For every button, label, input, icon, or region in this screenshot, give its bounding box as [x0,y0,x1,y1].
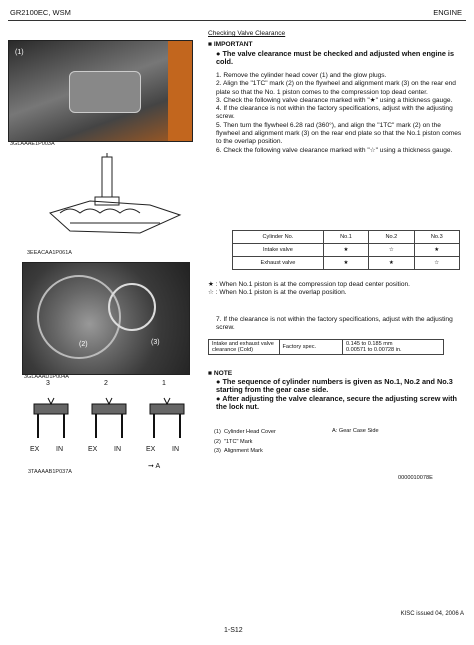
page-number: 1-S12 [224,627,243,634]
figure-highlight-circle [108,283,156,331]
bullet-icon: ● [216,49,221,58]
spec-values [342,340,443,355]
legend-filled-star: ★ : When No.1 piston is at the compression top dead center position. [208,281,411,288]
cylinder-label-2: 2 [104,380,108,387]
table-cell: ☆ [369,244,414,257]
arrow-right-icon: ➞ [148,463,154,470]
cylinder-label-1: 1 [162,380,166,387]
figure-engine-head-photo [8,40,193,142]
table-cell: ☆ [414,257,459,270]
table-row [233,257,460,270]
step-list [208,72,466,155]
table-header: No.1 [323,231,368,244]
bullet-icon: ● [216,377,221,386]
step-1: 1. Remove the cylinder head cover (1) and the glow plugs. [216,72,387,79]
figure-caption-1: 3GLAAAE1P003A [10,141,55,147]
figure-feeler-drawing [30,153,190,248]
step-2: 2. Align the "1TC" mark (2) on the flywheel and alignment mark (3) on the rear end plate so that the No. 1 piston comes to the compression top dead center. [216,80,456,96]
note-text: After adjusting the valve clearance, secure the adjusting screw with the lock nut. [216,393,457,411]
figure-valve-diagram [26,380,186,470]
in-label-2: IN [114,446,121,453]
part-name: "1TC" Mark [223,438,253,445]
ex-label-2: EX [88,446,98,453]
part-name: Cylinder Head Cover [223,429,276,435]
footer-issue: KISC issued 04, 2006 A [400,611,464,617]
table-cell: ★ [323,244,368,257]
table-header: Cylinder No. [233,231,324,244]
spec-type: Factory spec. [279,340,342,355]
spec-value-mm: 0.145 to 0.185 mm [345,341,393,347]
arrow-label: A [155,463,161,470]
parts-a-label: A: Gear Case Side [332,428,379,434]
spec-value-in: 0.00571 to 0.00728 in. [345,347,402,353]
figure-caption-4: 3TAAAAB1P037A [28,469,72,475]
table-cell: Intake valve [233,244,324,257]
table-cell: ★ [323,257,368,270]
legend [208,281,458,298]
table-header-row [233,231,460,244]
table-header: No.3 [414,231,459,244]
valve-table [232,230,460,270]
part-name: Alignment Mark [223,448,263,454]
important-label: IMPORTANT [213,41,253,48]
note-text: The sequence of cylinder numbers is given as No.1, No.2 and No.3 starting from the gear case side. [216,377,453,395]
section-title: Checking Valve Clearance [208,30,286,37]
part-num: (2) [214,438,221,445]
spec-table [208,339,444,355]
figure-flywheel-photo [22,262,190,375]
table-cell: Exhaust valve [233,257,324,270]
part-item [214,428,276,438]
in-label-1: IN [172,446,179,453]
table-cell: ★ [369,257,414,270]
note-item [216,395,466,412]
header-section: ENGINE [433,8,462,17]
part-item [214,438,276,448]
part-item [214,447,276,457]
step-7: 7. If the clearance is not within the factory specifications, adjust with the adjusting screw. [216,316,453,332]
part-num: (3) [214,448,221,454]
figure-head-cover [69,71,141,113]
important-text [208,50,466,67]
square-bullet-icon: ■ [208,370,212,377]
figure-callout-2: (2) [79,341,88,348]
step-6: 6. Check the following valve clearance marked with "☆" using a thickness gauge. [216,146,453,154]
important-text-body: The valve clearance must be checked and adjusted when engine is cold. [216,49,455,67]
figure-callout-3: (3) [151,339,160,346]
table-header: No.2 [369,231,414,244]
step-5: 5. Then turn the flywheel 6.28 rad (360°), and align the "1TC" mark (2) on the flywheel and alignment mark (3) on the rear end plate so that the No.1 piston comes to the overlap position. [216,121,462,146]
legend-outline-star: ☆ : When No.1 piston is at the overlap position. [208,289,347,297]
doc-code: 0000010078E [398,475,433,481]
step-4: 4. If the clearance is not within the factory specifications, adjust with the adjusting screw. [216,105,453,121]
table-cell: ★ [414,244,459,257]
figure-caption-2: 3EEACAA1P061A [27,250,72,256]
header-rule [8,20,466,21]
note-list [208,378,466,411]
rocker-arms-illustration [26,390,186,445]
spec-label: Intake and exhaust valve clearance (Cold) [209,340,280,355]
note-item [216,378,466,395]
feeler-gauge-illustration [30,153,190,248]
figure-caption-3: 3GLAAAD1P004A [24,374,69,380]
figure-callout-1: (1) [15,49,24,56]
table-row [233,244,460,257]
parts-list [214,428,276,457]
step-3: 3. Check the following valve clearance marked with "★" using a thickness gauge. [216,96,453,104]
in-label-3: IN [56,446,63,453]
direction-arrow [148,462,160,470]
header-title: GR2100EC, WSM [10,8,71,17]
cylinder-label-3: 3 [46,380,50,387]
figure-orange-panel [168,41,192,141]
part-num: (1) [214,429,221,435]
ex-label-1: EX [146,446,156,453]
spec-row [209,340,444,355]
square-bullet-icon: ■ [208,41,212,48]
ex-label-3: EX [30,446,40,453]
note-label: NOTE [213,370,233,377]
bullet-icon: ● [216,393,221,403]
